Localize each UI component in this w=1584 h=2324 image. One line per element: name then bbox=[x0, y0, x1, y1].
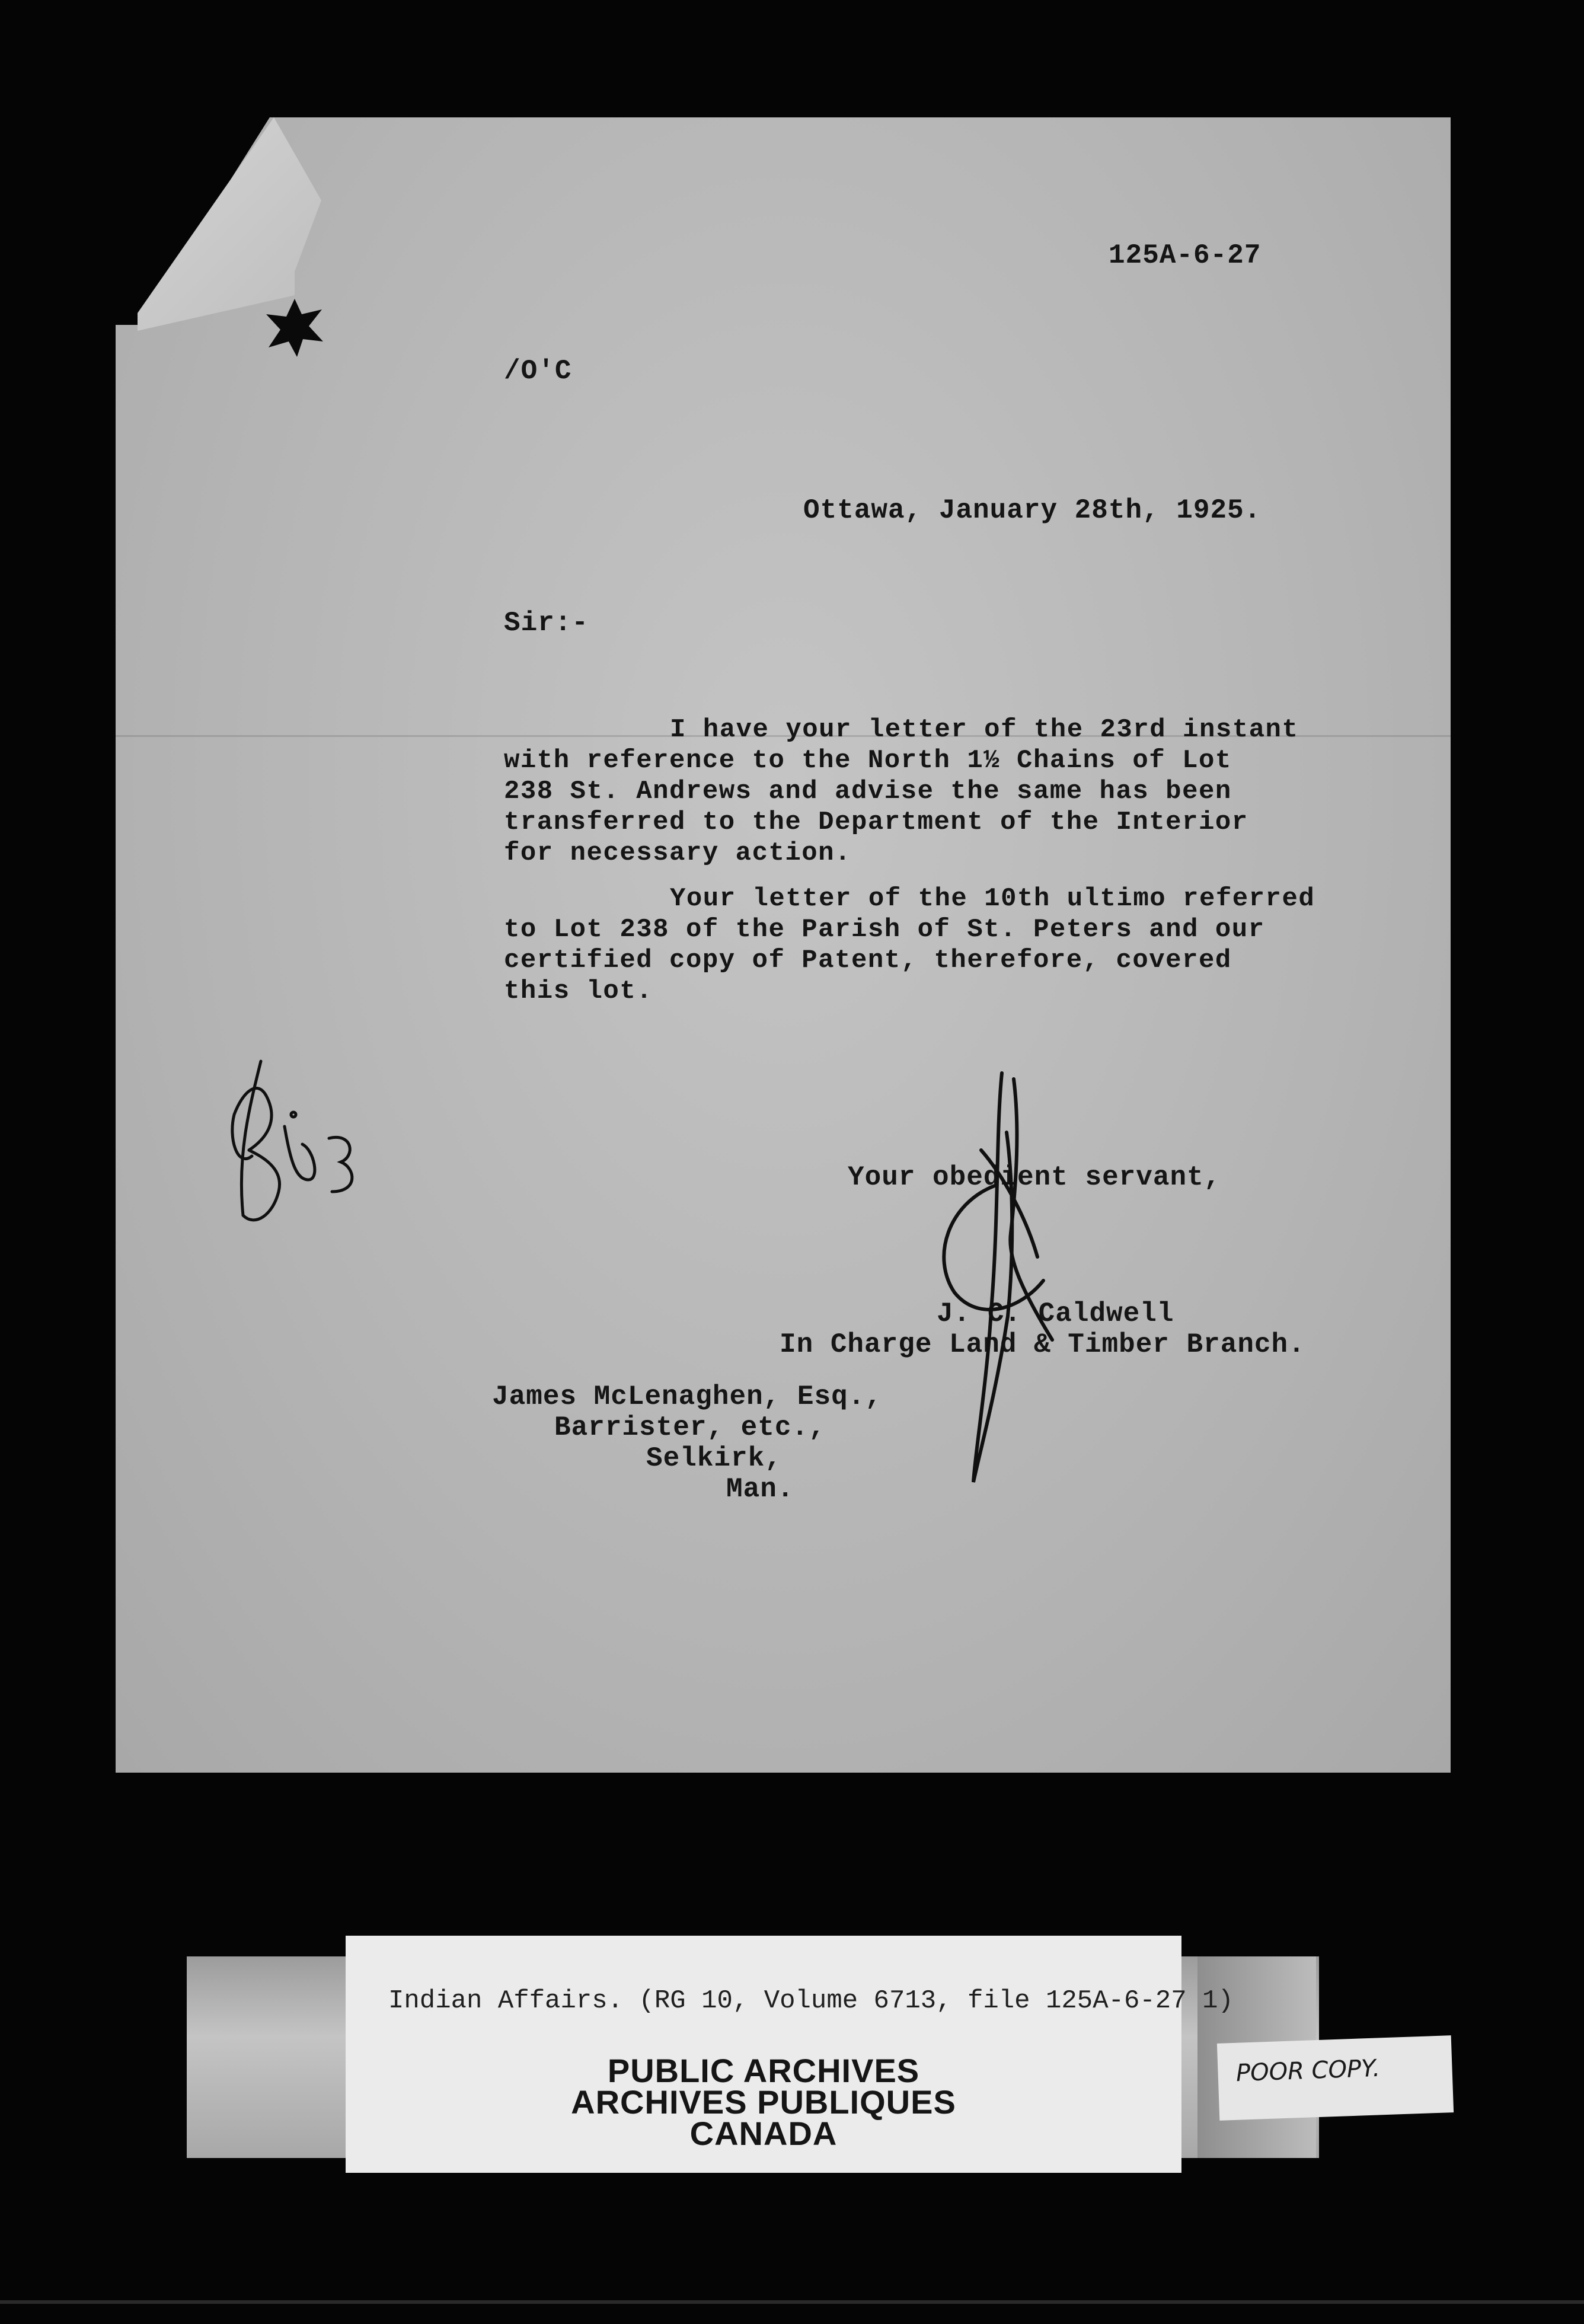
paragraph-2-line-4: this lot. bbox=[504, 976, 653, 1006]
addressee-line-4: Man. bbox=[726, 1474, 794, 1505]
addressee-line-3: Selkirk, bbox=[646, 1443, 782, 1474]
closing: Your obedient servant, bbox=[848, 1162, 1221, 1193]
paragraph-1-line-3: 238 St. Andrews and advise the same has been bbox=[504, 777, 1232, 806]
signatory-title: In Charge Land & Timber Branch. bbox=[780, 1329, 1305, 1360]
punch-hole bbox=[264, 296, 326, 359]
archive-reference: Indian Affairs. (RG 10, Volume 6713, file 125A-6-27 1) bbox=[388, 1986, 1234, 2016]
paragraph-1-line-4: transferred to the Department of the Interior bbox=[504, 807, 1248, 837]
addressee-line-2: Barrister, etc., bbox=[554, 1412, 826, 1443]
margin-initials bbox=[225, 1043, 373, 1239]
paragraph-2-line-1: Your letter of the 10th ultimo referred bbox=[670, 884, 1315, 914]
paragraph-1-line-5: for necessary action. bbox=[504, 838, 851, 868]
typist-initials: /O'C bbox=[504, 356, 572, 387]
signatory-name: J. C. Caldwell bbox=[937, 1298, 1174, 1329]
place-date: Ottawa, January 28th, 1925. bbox=[803, 495, 1262, 526]
paragraph-2-line-3: certified copy of Patent, therefore, covered bbox=[504, 946, 1232, 975]
paragraph-1-line-2: with reference to the North 1½ Chains of Lot bbox=[504, 746, 1232, 775]
poor-copy-note: POOR COPY. bbox=[1235, 2054, 1381, 2087]
archive-name-line-3: CANADA bbox=[689, 2115, 838, 2152]
paragraph-1-line-1: I have your letter of the 23rd instant bbox=[670, 715, 1299, 745]
file-reference: 125A-6-27 bbox=[1109, 240, 1262, 271]
addressee-line-1: James McLenaghen, Esq., bbox=[492, 1381, 882, 1412]
archive-name-line-2: ARCHIVES PUBLIQUES bbox=[571, 2083, 956, 2121]
salutation: Sir:- bbox=[504, 608, 589, 639]
archive-name-line-1: PUBLIC ARCHIVES bbox=[607, 2052, 920, 2089]
bottom-frame-line bbox=[0, 2300, 1584, 2304]
handwritten-signature bbox=[925, 1061, 1079, 1500]
paragraph-2-line-2: to Lot 238 of the Parish of St. Peters and our bbox=[504, 915, 1265, 944]
